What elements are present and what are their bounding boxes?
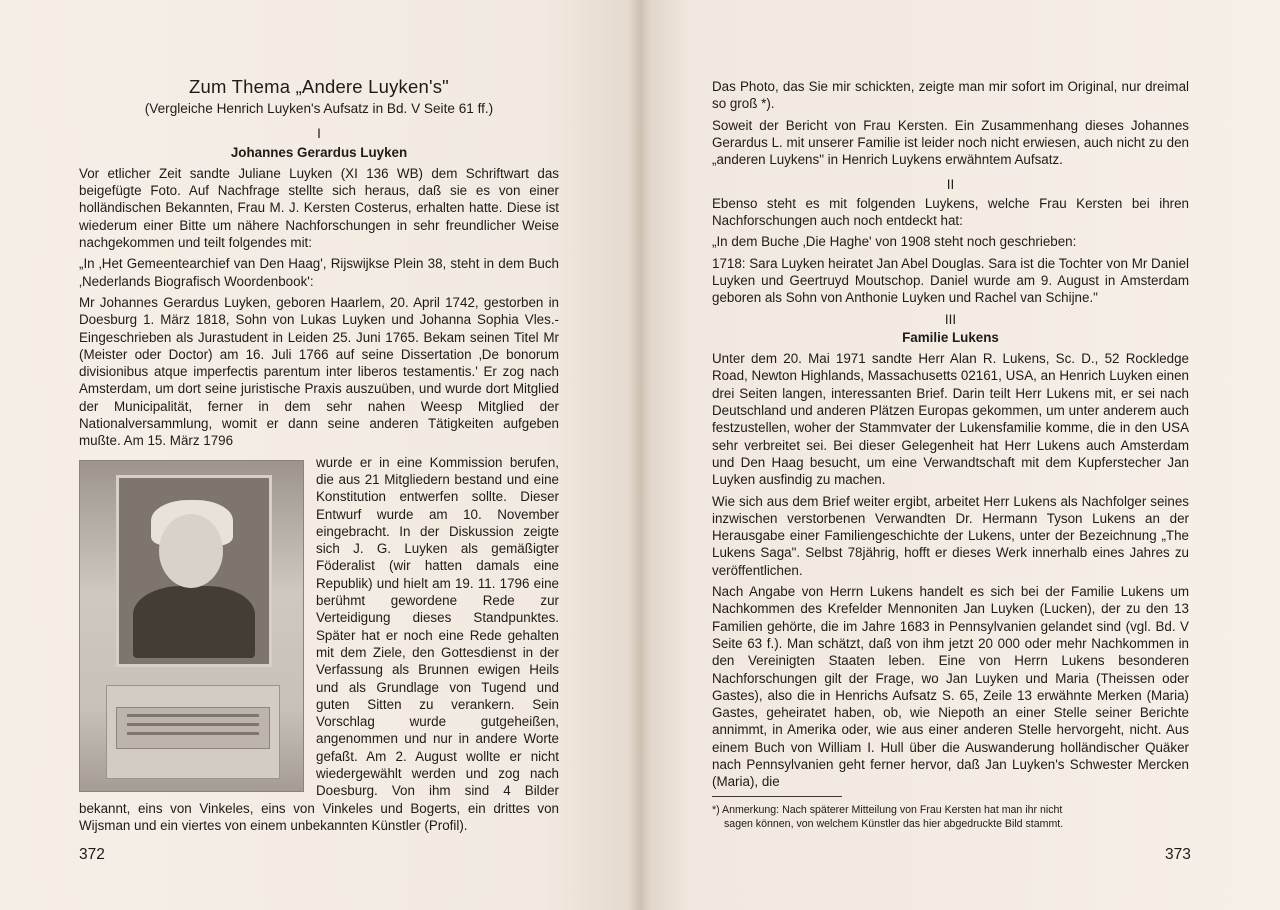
section-numeral-2: II: [946, 177, 955, 193]
portrait-inscription-plaque: [116, 707, 270, 749]
page-number-right: 373: [1165, 846, 1191, 863]
paragraph: „In ‚Het Gemeentearchief van Den Haag', Rijswijkse Plein 38, steht in dem Buch ‚Nederlands Biografisch Woordenbook':: [79, 256, 559, 289]
portrait-coat: [133, 586, 255, 658]
footnote-rule: [712, 796, 842, 797]
paragraph: Vor etlicher Zeit sandte Juliane Luyken (XI 136 WB) dem Schriftwart das beigefügte Foto. Auf Nachfrage stellte sich heraus, daß sie es von einer holländischen Bekannten, Frau M. J. Kersten Costerus, erhalten hatte. Diese ist wiederum einer Bitte um nähere Nachforschungen in sehr freundlicher Weise nachgekommen und teilt folgendes mit:: [79, 165, 559, 251]
paragraph: Nach Angabe von Herrn Lukens handelt es sich bei der Familie Lukens um Nachkommen des Krefelder Mennoniten Jan Luyken (Lucken), der zu den 13 Familien gehörte, die im Jahre 1683 in Pennsylvanien gelandet sind (vgl. Bd. V Seite 63 f.). Man schätzt, daß von ihm jetzt 20 000 oder mehr Nachkommen in den Vereinigten Staaten leben. Eine von Herrn Lukens besonderen Nachforschungen gilt der Frage, wo Jan Luyken und Maria (Theissen oder Gastes), also die in Henrichs Aufsatz S. 65, Zeile 13 erwähnte Merken (Maria) Gastes, geheiratet haben, ob, wie Niepoth an einer Stelle seiner Berichte annimmt, in Amerika oder, wie aus einer anderen Stelle hervorgeht, nicht. Aus einem Buch von William I. Hull über die Auswanderung holländischer Quäker nach Pennsylvanien geht ferner hervor, daß Jan Luyken's Schwester Mercken (Maria), die: [712, 584, 1189, 790]
article-title: Zum Thema „Andere Luyken's": [189, 76, 449, 97]
paragraph: Wie sich aus dem Brief weiter ergibt, arbeitet Herr Lukens als Nachfolger seines inzwischen verstorbenen Verwandten Dr. Hermann Tyson Lukens an der Herausgabe einer Familiengeschichte der Lukens, unter der Bezeichnung „The Lukens Saga". Selbst 78jährig, hofft er dieses Werk innerhalb eines Jahres zu veröffentlichen.: [712, 493, 1189, 578]
page-number-left: 372: [79, 846, 105, 863]
section-numeral-3: III: [944, 311, 957, 327]
right-text-column: [712, 78, 1189, 795]
footnote-line-2: sagen können, von welchem Künstler das hier abgedruckte Bild stammt.: [724, 817, 1064, 830]
left-text-column: [79, 76, 559, 838]
paragraph-main-continued: wurde er in eine Kommission berufen, die aus 21 Mitgliedern bestand und eine Konstitution entwerfen sollte. Dieser Entwurf wurde am 10. November eingebracht. In der Diskussion zeigte sich J. G. Luyken als gemäßigter Föderalist (wir hatten damals eine Republik) und hielt am 19. 11. 1796 eine berühmt gewordene Rede zur Verteidigung dieses Standpunktes. Später hat er noch eine Rede gehalten mit dem Ziele, den Gottesdienst in der Verfassung als Brunnen ewigen Heils und als Grundlage von Tugend und guten Sitten zu verankern. Sein Vorschlag wurde gutgeheißen, angenommen und nur in andere Worte gefaßt. Am 2. August wollte er nicht wiedergewählt werden und zog nach Doesburg. Von ihm sind 4 Bilder bekannt, eins von Vinkeles, eins von Vinkeles und Bogerts, ein drittes von Wijsman und ein viertes von einem unbekannten Künstler (Profil).: [79, 454, 559, 833]
section-numeral-1: I: [317, 126, 321, 142]
paragraph: „In dem Buche ‚Die Haghe' von 1908 steht noch geschrieben:: [712, 234, 1077, 250]
book-gutter: [628, 0, 650, 910]
right-page: [640, 0, 1280, 910]
section-heading-3: Familie Lukens: [902, 329, 999, 345]
paragraph: Das Photo, das Sie mir schickten, zeigte man mir sofort im Original, nur dreimal so groß *).: [712, 79, 1189, 112]
portrait-frame: [116, 475, 272, 667]
portrait-face: [159, 514, 223, 588]
footnote-line-1: *) Anmerkung: Nach späterer Mitteilung von Frau Kersten hat man ihr nicht: [712, 804, 1063, 816]
section-heading-1: Johannes Gerardus Luyken: [230, 144, 408, 160]
paragraph-main-start: Mr Johannes Gerardus Luyken, geboren Haarlem, 20. April 1742, gestorben in Doesburg 1. März 1818, Sohn von Lukas Luyken und Johanna Sophia Vles.-Eingeschrieben als Jurastudent in Leiden 25. Juni 1765. Bekam seinen Titel Mr (Meister oder Doctor) am 16. Juli 1766 auf seine Dissertation ‚De bonorum divisionibus atque imperfectis parentum inter liberos testamentis.' Er zog nach Amsterdam, um dort seine juristische Praxis auszuüben, und wurde dort Mitglied der Municipalität, ferner in dem sehr nahen Weesp Mitglied der Nationalversammlung, womit er dann seine anderen Tätigkeiten aufgeben mußte. Am 15. März 1796: [79, 294, 559, 449]
portrait-engraving: [79, 460, 304, 792]
paragraph: Ebenso steht es mit folgenden Luykens, welche Frau Kersten bei ihren Nachforschungen auch noch entdeckt hat:: [712, 195, 1189, 229]
paragraph: 1718: Sara Luyken heiratet Jan Abel Douglas. Sara ist die Tochter von Mr Daniel Luyken und Geertruyd Moutschop. Daniel wurde am 9. August in Amsterdam geboren als Sohn von Anthonie Luyken und Rachel van Schijne.": [712, 255, 1189, 306]
footnote: [712, 804, 1192, 832]
paragraph: Unter dem 20. Mai 1971 sandte Herr Alan R. Lukens, Sc. D., 52 Rockledge Road, Newton Highlands, Massachusetts 02161, USA, an Henrich Luyken einen drei Seiten langen, interessanten Brief. Darin teilt Herr Lukens mit, er sei nach Deutschland und anderen Plätzen Europas gekommen, um unter anderem auch festzustellen, woher der Stammvater der Lukensfamilie komme, die in den USA sehr verbreitet sei. Bei dieser Gelegenheit hat Herr Lukens auch Amsterdam und Den Haag besucht, um eine Verwandtschaft mit dem Kupferstecher Jan Luyken ausfindig zu machen.: [712, 351, 1189, 488]
article-subtitle: (Vergleiche Henrich Luyken's Aufsatz in Bd. V Seite 61 ff.): [144, 101, 494, 116]
paragraph: Soweit der Bericht von Frau Kersten. Ein Zusammenhang dieses Johannes Gerardus L. mit unserer Familie ist leider noch nicht erwiesen, auch nicht zu den „anderen Luykens" in Henrich Luykens erwähntem Aufsatz.: [712, 117, 1189, 168]
